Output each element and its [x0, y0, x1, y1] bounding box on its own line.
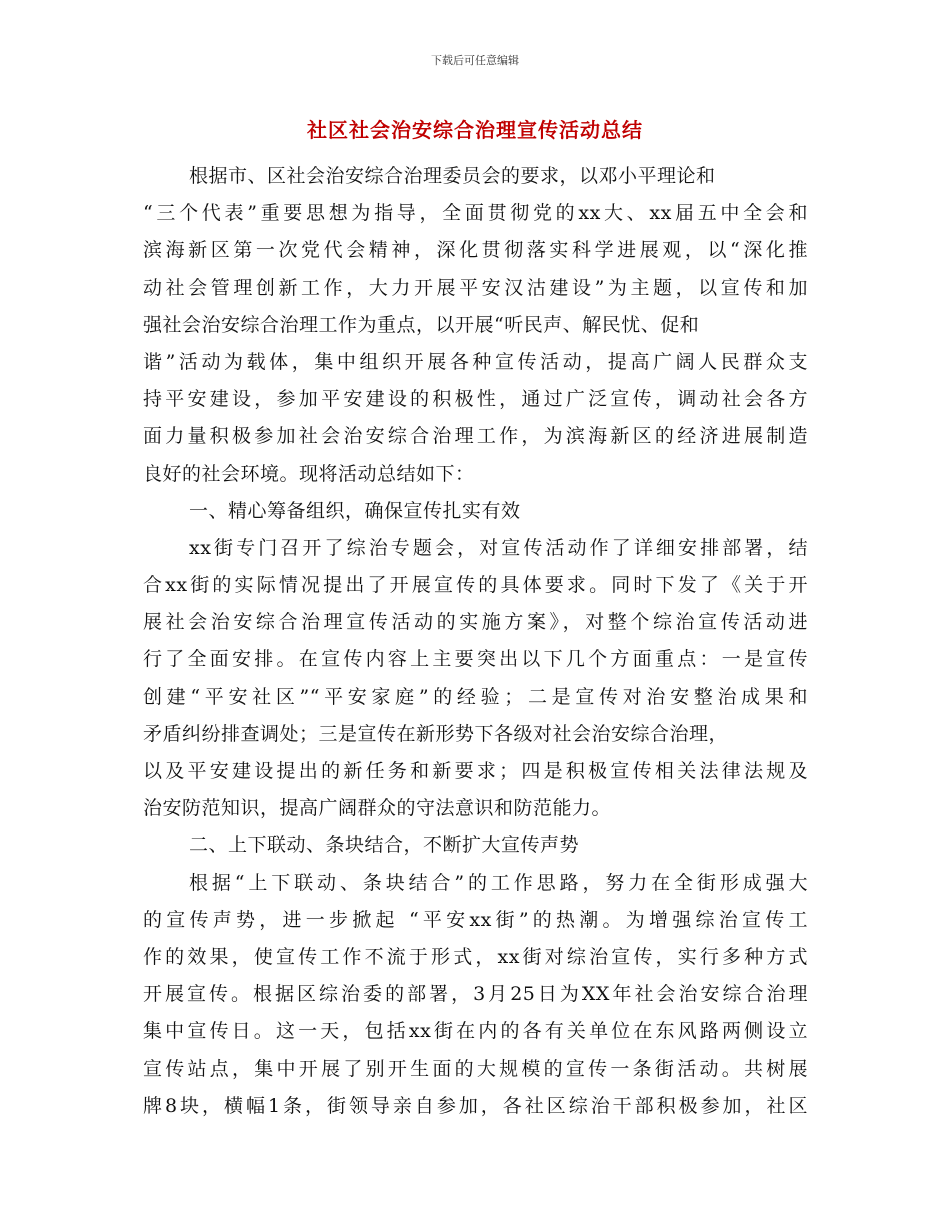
paragraph-line: 谐”活动为载体，集中组织开展各种宣传活动，提高广阔人民群众支	[143, 350, 808, 373]
paragraph-line: 合xx街的实际情况提出了开展宣传的具体要求。同时下发了《关于开	[143, 574, 808, 597]
paragraph-line: 集中宣传日。这一天，包括xx街在内的各有关单位在东风路两侧设立	[143, 1020, 808, 1043]
paragraph-line: 的宣传声势，进一步掀起 “平安xx街”的热潮。为增强综治宣传工	[143, 908, 808, 931]
paragraph-line: 牌8块，横幅1条，街领导亲自参加，各社区综治干部积极参加，社区	[143, 1094, 808, 1117]
paragraph-line: 矛盾纠纷排查调处；三是宣传在新形势下各级对社会治安综合治理，	[143, 722, 729, 745]
paragraph-line: 行了全面安排。在宣传内容上主要突出以下几个方面重点：一是宣传	[143, 648, 808, 671]
paragraph-line: 作的效果，使宣传工作不流于形式，xx街对综治宣传，实行多种方式	[143, 945, 808, 968]
document-title: 社区社会治安综合治理宣传活动总结	[307, 118, 643, 142]
paragraph-line: 动社会管理创新工作，大力开展平安汉沽建设”为主题，以宣传和加	[143, 276, 808, 299]
paragraph-line: 滨海新区第一次党代会精神，深化贯彻落实科学进展观，以“深化推	[143, 239, 808, 262]
paragraph-line: 开展宣传。根据区综治委的部署，3月25日为XX年社会治安综合治理	[143, 983, 808, 1006]
page-header-note: 下载后可任意编辑	[431, 54, 519, 67]
paragraph-line: 宣传站点，集中开展了别开生面的大规模的宣传一条街活动。共树展	[143, 1057, 808, 1080]
paragraph-line: “三个代表”重要思想为指导，全面贯彻党的xx大、xx届五中全会和	[143, 202, 808, 225]
paragraph-line: 创建“平安社区”“平安家庭”的经验；二是宣传对治安整治成果和	[143, 685, 808, 708]
paragraph-line: 根据市、区社会治安综合治理委员会的要求，以邓小平理论和	[189, 165, 716, 187]
paragraph-line: 展社会治安综合治理宣传活动的实施方案》，对整个综治宣传活动进	[143, 611, 808, 634]
paragraph-line: 持平安建设，参加平安建设的积极性，通过广泛宣传，调动社会各方	[143, 388, 808, 411]
paragraph-line: xx街专门召开了综治专题会，对宣传活动作了详细安排部署，结	[189, 536, 808, 559]
paragraph-line: 根据“上下联动、条块结合”的工作思路，努力在全街形成强大	[189, 871, 808, 894]
paragraph-line: 良好的社会环境。现将活动总结如下：	[143, 462, 475, 485]
paragraph-line: 治安防范知识，提高广阔群众的守法意识和防范能力。	[143, 797, 612, 820]
section-heading: 二、上下联动、条块结合，不断扩大宣传声势	[189, 834, 580, 857]
document-body	[143, 158, 808, 1125]
paragraph-line: 面力量积极参加社会治安综合治理工作，为滨海新区的经济进展制造	[143, 425, 808, 448]
paragraph-line: 强社会治安综合治理工作为重点，以开展“听民声、解民忧、促和	[143, 313, 700, 336]
paragraph-line: 以及平安建设提出的新任务和新要求；四是积极宣传相关法律法规及	[143, 760, 808, 782]
section-heading: 一、精心筹备组织，确保宣传扎实有效	[189, 499, 521, 522]
